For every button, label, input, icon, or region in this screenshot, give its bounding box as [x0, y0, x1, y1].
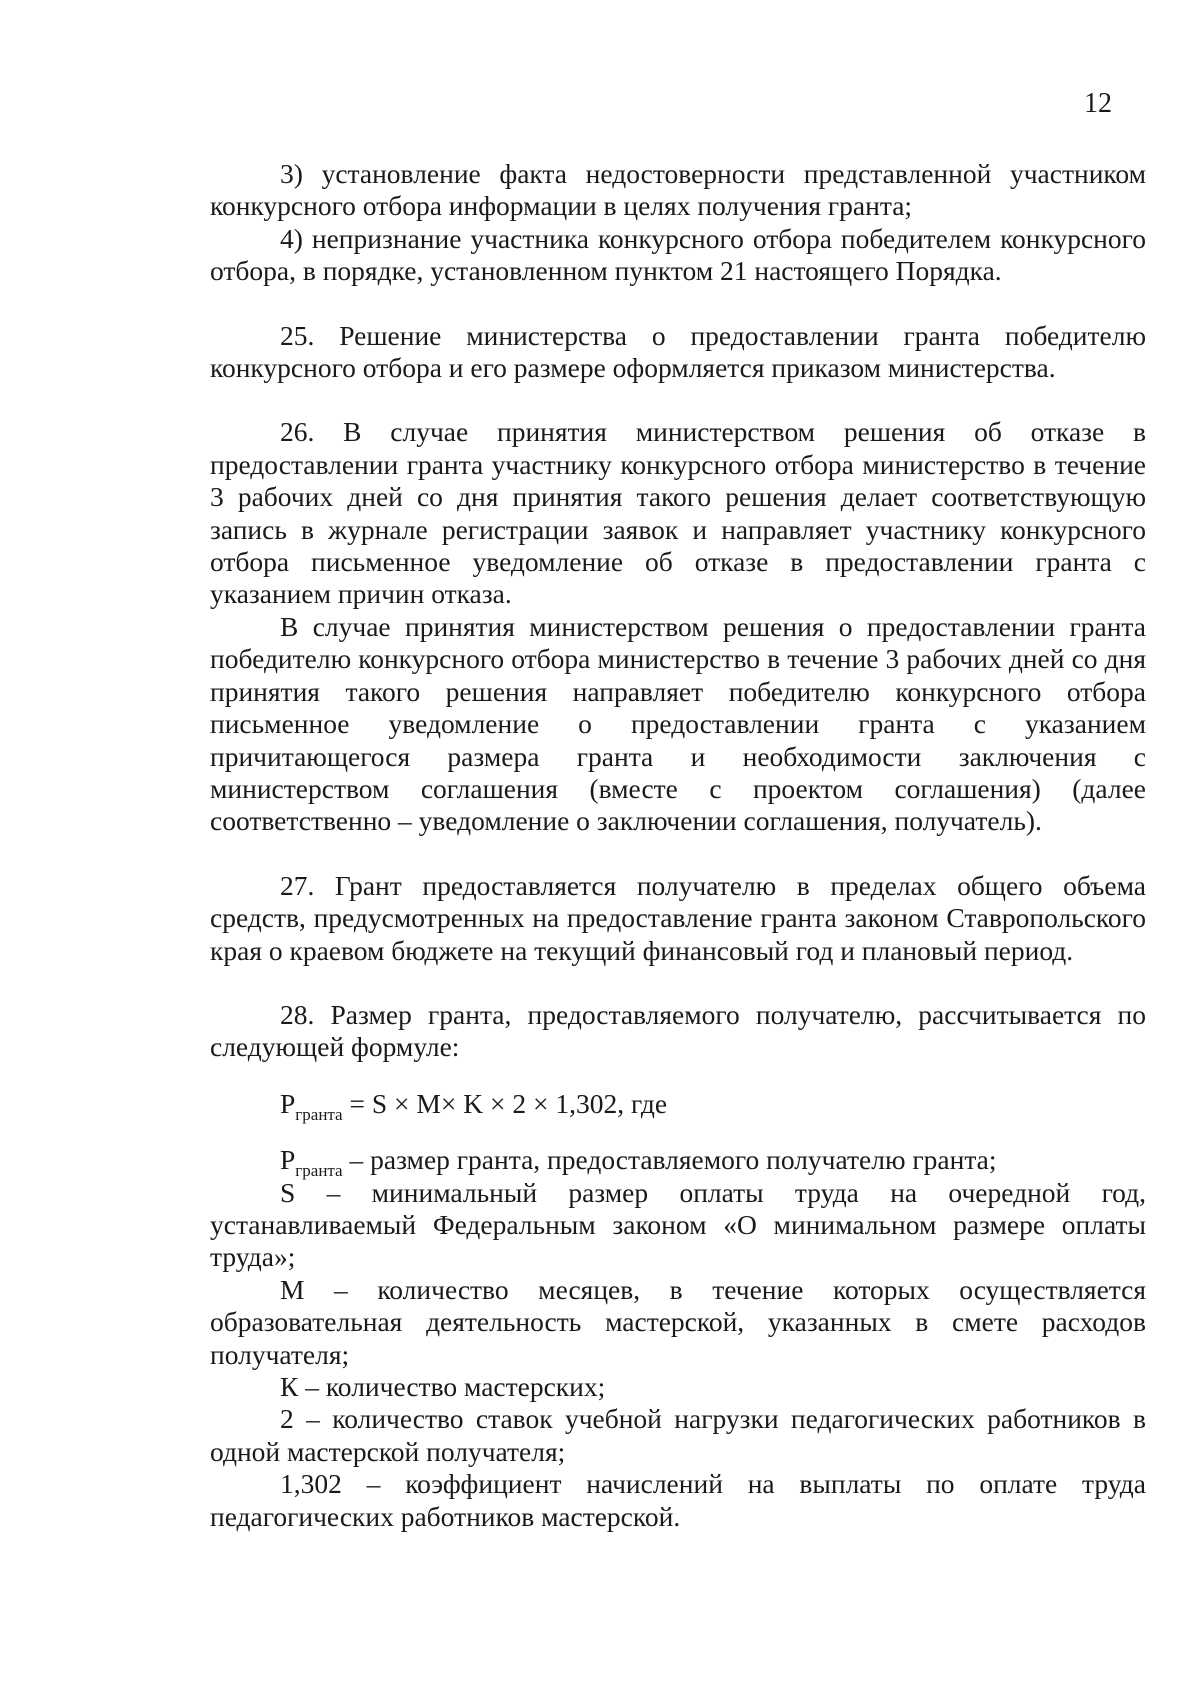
list-item-4: 4) непризнание участника конкурсного отбора победителем конкурсного отбора, в порядке, установленном пунктом 21 настоящего Порядка.	[210, 222, 1146, 287]
paragraph-26-continued: В случае принятия министерством решения о предоставлении гранта победителю конкурсного отбора министерство в течение 3 рабочих дней со дня принятия такого решения направляет победителю конкурсного отбора письменное уведомление о предоставлении гранта с указанием причитающегося размера гранта и необходимости заключения с министерством соглашения (вместе с проектом соглашения) (далее соответственно – уведомление о заключении соглашения, получатель).	[210, 610, 1146, 837]
paragraph-25: 25. Решение министерства о предоставлении гранта победителю конкурсного отбора и его размере оформляется приказом министерства.	[210, 319, 1146, 384]
definition-m: М – количество месяцев, в течение которых осуществляется образовательная деятельность мастерской, указанных в смете расходов получателя;	[210, 1273, 1146, 1370]
paragraph-26: 26. В случае принятия министерством решения об отказе в предоставлении гранта участнику конкурсного отбора министерство в течение 3 рабочих дней со дня принятия такого решения делает соответствующую запись в журнале регистрации заявок и направляет участнику конкурсного отбора письменное уведомление об отказе в предоставлении гранта с указанием причин отказа.	[210, 416, 1146, 610]
definition-p-grant	[210, 1144, 1146, 1181]
list-item-3: 3) установление факта недостоверности представленной участником конкурсного отбора информации в целях получения гранта;	[210, 158, 1146, 222]
definition-p-text: – размер гранта, предоставляемого получателю гранта;	[342, 1144, 997, 1176]
paragraph-27: 27. Грант предоставляется получателю в пределах общего объема средств, предусмотренных на предоставление гранта законом Ставропольского края о краевом бюджете на текущий финансовый год и плановый период.	[210, 869, 1146, 966]
formula-symbol: P	[280, 1087, 296, 1119]
page-number: 12	[1084, 88, 1112, 119]
definition-s: S – минимальный размер оплаты труда на очередной год, устанавливаемый Федеральным законом «О минимальном размере оплаты труда»;	[210, 1176, 1146, 1273]
definition-2: 2 – количество ставок учебной нагрузки педагогических работников в одной мастерской получателя;	[210, 1403, 1146, 1467]
definition-coefficient: 1,302 – коэффициент начислений на выплаты по оплате труда педагогических работников мастерской.	[210, 1468, 1146, 1532]
paragraph-28-intro: 28. Размер гранта, предоставляемого получателю, рассчитывается по следующей формуле:	[210, 998, 1146, 1063]
definition-k: К – количество мастерских;	[280, 1371, 606, 1402]
document-body	[210, 158, 1146, 1533]
definition-p-symbol: P	[280, 1144, 296, 1176]
definition-p-subscript: гранта	[295, 1161, 343, 1181]
grant-formula	[210, 1087, 1146, 1124]
formula-expression: = S × M× K × 2 × 1,302, где	[342, 1087, 668, 1119]
formula-subscript: гранта	[295, 1104, 343, 1124]
